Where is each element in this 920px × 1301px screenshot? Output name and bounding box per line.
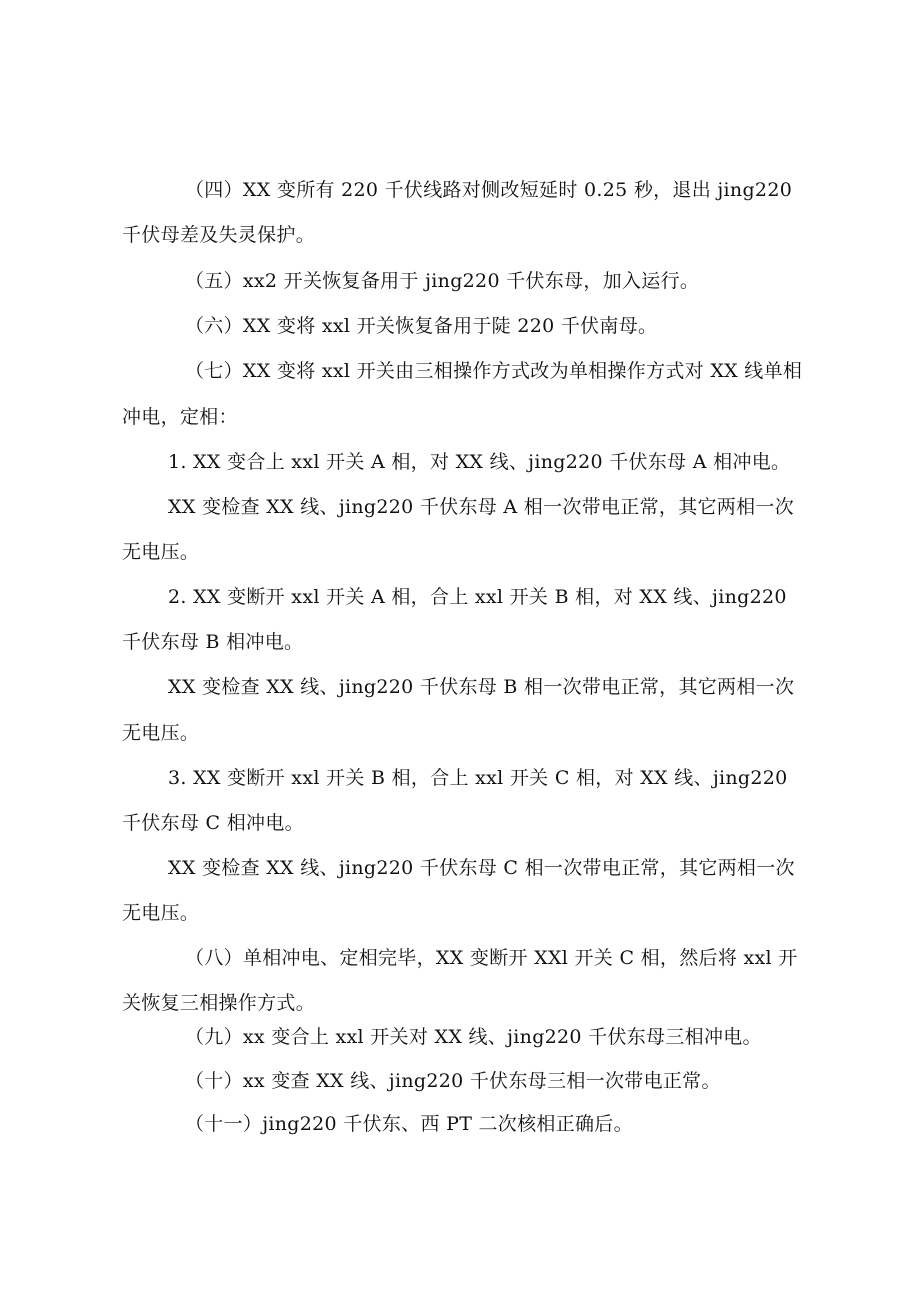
check-b-line-2: 无电压。 — [122, 722, 200, 744]
check-a-line-1: XX 变检查 XX 线、jing220 千伏东母 A 相一次带电正常，其它两相一次 — [168, 496, 794, 518]
step-2-line-2: 千伏东母 B 相冲电。 — [122, 631, 304, 653]
paragraph-7-line-1: （七）XX 变将 xxl 开关由三相操作方式改为单相操作方式对 XX 线单相 — [185, 360, 803, 382]
paragraph-8-line-1: （八）单相冲电、定相完毕，XX 变断开 XXl 开关 C 相，然后将 xxl 开 — [185, 947, 798, 969]
check-c-line-1: XX 变检查 XX 线、jing220 千伏东母 C 相一次带电正常，其它两相一次 — [168, 857, 795, 879]
paragraph-10-line-1: （十）xx 变查 XX 线、jing220 千伏东母三相一次带电正常。 — [185, 1070, 721, 1092]
step-3-line-1: 3. XX 变断开 xxl 开关 B 相，合上 xxl 开关 C 相，对 XX 线、jing220 — [168, 767, 788, 789]
paragraph-9-line-1: （九）xx 变合上 xxl 开关对 XX 线、jing220 千伏东母三相冲电。 — [185, 1026, 762, 1048]
paragraph-8-line-2: 关恢复三相操作方式。 — [122, 992, 316, 1014]
paragraph-4-line-1: （四）XX 变所有 220 千伏线路对侧改短延时 0.25 秒，退出 jing220 — [185, 179, 793, 201]
check-a-line-2: 无电压。 — [122, 541, 200, 563]
check-c-line-2: 无电压。 — [122, 902, 200, 924]
paragraph-7-line-2: 冲电，定相： — [122, 406, 238, 428]
paragraph-6-line-1: （六）XX 变将 xxl 开关恢复备用于陡 220 千伏南母。 — [185, 315, 658, 337]
paragraph-11-line-1: （十一）jing220 千伏东、西 PT 二次核相正确后。 — [185, 1113, 633, 1135]
paragraph-4-line-2: 千伏母差及失灵保护。 — [122, 224, 316, 246]
step-1-line-1: 1. XX 变合上 xxl 开关 A 相，对 XX 线、jing220 千伏东母 A 相冲电。 — [168, 451, 791, 473]
paragraph-5-line-1: （五）xx2 开关恢复备用于 jing220 千伏东母，加入运行。 — [185, 270, 700, 292]
check-b-line-1: XX 变检查 XX 线、jing220 千伏东母 B 相一次带电正常，其它两相一次 — [168, 676, 795, 698]
step-2-line-1: 2. XX 变断开 xxl 开关 A 相，合上 xxl 开关 B 相，对 XX 线、jing220 — [168, 586, 787, 608]
step-3-line-2: 千伏东母 C 相冲电。 — [122, 812, 304, 834]
